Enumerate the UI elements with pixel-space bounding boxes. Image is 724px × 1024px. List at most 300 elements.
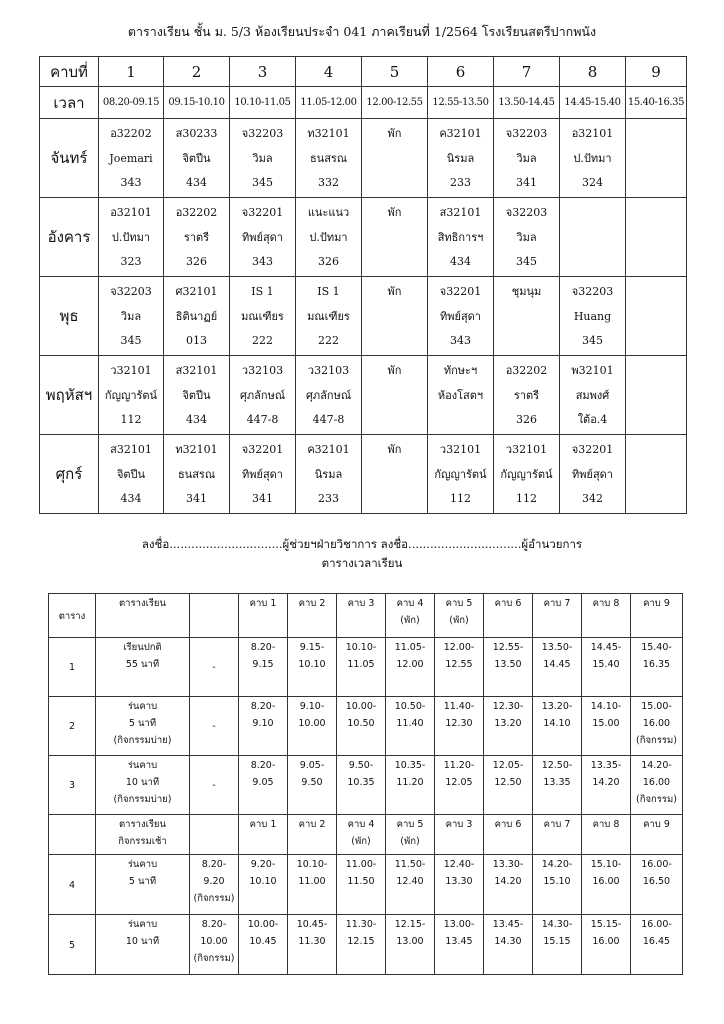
time-table-row bbox=[49, 915, 683, 975]
period-heading: คาบ 2 bbox=[288, 815, 337, 855]
period-time: 9.10- 10.00 bbox=[288, 697, 337, 756]
period-time: 10.35- 11.20 bbox=[386, 756, 435, 815]
room-number: 112 bbox=[450, 492, 471, 505]
schedule-cell bbox=[230, 198, 296, 277]
subject-code bbox=[626, 359, 686, 384]
teacher-name: จิตปีน bbox=[116, 467, 146, 481]
schedule-cell bbox=[362, 277, 428, 356]
room-number: 447-8 bbox=[246, 413, 279, 426]
period-time: 9.50- 10.35 bbox=[337, 756, 386, 815]
teacher-name: Joemari bbox=[109, 151, 153, 165]
period-heading: คาบ 7 bbox=[533, 815, 582, 855]
period-time: 12.00- 12.55 bbox=[435, 638, 484, 697]
period-time: 12.05- 12.50 bbox=[484, 756, 533, 815]
pre-period-cell: - bbox=[190, 697, 239, 756]
subject-code: พัก bbox=[387, 443, 402, 456]
room-number bbox=[362, 408, 427, 433]
period-heading: คาบ 5 (พัก) bbox=[386, 815, 435, 855]
period-time: 14.45-15.40 bbox=[560, 87, 626, 119]
schedule-cell bbox=[362, 119, 428, 198]
period-time: 10.10- 11.00 bbox=[288, 855, 337, 915]
teacher-name bbox=[362, 463, 427, 488]
subject-code: ส32101 bbox=[175, 364, 218, 377]
pre-period-cell: 8.20- 9.20 (กิจกรรม) bbox=[190, 855, 239, 915]
row-number: 1 bbox=[49, 638, 96, 697]
teacher-name bbox=[626, 463, 686, 488]
teacher-name: จิตปีน bbox=[182, 388, 211, 402]
row-description: ร่นคาบ 5 นาที (กิจกรรมบ่าย) bbox=[96, 697, 190, 756]
schedule-cell bbox=[560, 277, 626, 356]
room-number: 343 bbox=[252, 255, 273, 268]
teacher-name: นิรมล bbox=[314, 467, 343, 481]
day-row bbox=[40, 198, 687, 277]
period-number: 3 bbox=[230, 57, 296, 87]
period-heading: คาบ 8 bbox=[582, 594, 631, 638]
room-number: 222 bbox=[252, 334, 273, 347]
teacher-name bbox=[362, 305, 427, 330]
room-number: 233 bbox=[450, 176, 471, 189]
period-time: 8.20- 9.10 bbox=[239, 697, 288, 756]
pre-period-cell bbox=[190, 594, 239, 638]
subject-code: ว32101 bbox=[110, 364, 152, 377]
period-heading: คาบ 3 bbox=[337, 594, 386, 638]
schedule-cell bbox=[230, 119, 296, 198]
subject-code: ชุมนุม bbox=[511, 285, 542, 298]
period-number: 6 bbox=[428, 57, 494, 87]
period-time: 9.20- 10.10 bbox=[239, 855, 288, 915]
schedule-cell bbox=[230, 356, 296, 435]
subject-code: พัก bbox=[387, 285, 402, 298]
subject-code: อ32101 bbox=[571, 127, 614, 140]
subject-code: พัก bbox=[387, 127, 402, 140]
period-time: 12.30- 13.20 bbox=[484, 697, 533, 756]
table-label bbox=[49, 815, 96, 855]
period-time: 12.55- 13.50 bbox=[484, 638, 533, 697]
room-number: 434 bbox=[120, 492, 142, 505]
period-time: 14.20- 16.00 (กิจกรรม) bbox=[631, 756, 683, 815]
schedule-cell bbox=[164, 356, 230, 435]
teacher-name bbox=[362, 226, 427, 251]
teacher-name: ทิพย์สุดา bbox=[572, 467, 613, 481]
time-row bbox=[40, 87, 687, 119]
period-time: 9.05- 9.50 bbox=[288, 756, 337, 815]
schedule-cell bbox=[560, 435, 626, 514]
period-number: 5 bbox=[362, 57, 428, 87]
period-label: คาบที่ bbox=[40, 57, 99, 87]
schedule-cell bbox=[362, 198, 428, 277]
period-time: 13.50- 14.45 bbox=[533, 638, 582, 697]
room-number: 342 bbox=[582, 492, 603, 505]
teacher-name: ศุภลักษณ์ bbox=[305, 388, 352, 402]
period-time: 08.20-09.15 bbox=[99, 87, 164, 119]
teacher-name: วิมล bbox=[120, 309, 142, 323]
schedule-cell bbox=[99, 119, 164, 198]
schedule-cell bbox=[296, 277, 362, 356]
period-time: 13.30- 14.20 bbox=[484, 855, 533, 915]
teacher-name: สิทธิการฯ bbox=[437, 230, 484, 244]
subject-code: ท32101 bbox=[307, 127, 350, 140]
period-time: 8.20- 9.15 bbox=[239, 638, 288, 697]
period-number: 4 bbox=[296, 57, 362, 87]
subject-code: จ32203 bbox=[571, 285, 614, 298]
teacher-name: ทิพย์สุดา bbox=[242, 467, 283, 481]
room-number: 341 bbox=[252, 492, 273, 505]
period-time: 12.00-12.55 bbox=[362, 87, 428, 119]
room-number: 434 bbox=[186, 176, 207, 189]
room-number: 222 bbox=[318, 334, 339, 347]
day-row bbox=[40, 435, 687, 514]
teacher-name: ธิตินาฏย์ bbox=[175, 309, 218, 323]
teacher-name: Huang bbox=[573, 309, 612, 323]
subject-code: ส32101 bbox=[110, 443, 152, 456]
subject-code: จ32203 bbox=[110, 285, 152, 298]
subject-code bbox=[626, 122, 686, 147]
teacher-name: วิมล bbox=[252, 151, 273, 165]
subject-code bbox=[560, 201, 625, 226]
period-time: 15.15- 16.00 bbox=[582, 915, 631, 975]
day-name: ศุกร์ bbox=[40, 435, 99, 514]
teacher-name: ราตรี bbox=[183, 230, 210, 244]
room-number bbox=[560, 250, 625, 275]
teacher-name: กัญญารัตน์ bbox=[434, 467, 487, 481]
teacher-name: วิมล bbox=[516, 230, 537, 244]
subject-code: ท32101 bbox=[175, 443, 218, 456]
schedule-cell bbox=[230, 277, 296, 356]
subject-code: พัก bbox=[387, 206, 402, 219]
schedule-cell bbox=[362, 435, 428, 514]
teacher-name bbox=[626, 226, 686, 251]
period-heading: คาบ 8 bbox=[582, 815, 631, 855]
period-time: 16.00- 16.45 bbox=[631, 915, 683, 975]
row-description: ร่นคาบ 5 นาที bbox=[96, 855, 190, 915]
room-number: 345 bbox=[516, 255, 537, 268]
room-number: 345 bbox=[582, 334, 603, 347]
period-time: 11.30- 12.15 bbox=[337, 915, 386, 975]
period-time: 10.45- 11.30 bbox=[288, 915, 337, 975]
teacher-name bbox=[362, 147, 427, 172]
subject-code: ว32101 bbox=[439, 443, 482, 456]
subject-code: อ32202 bbox=[505, 364, 548, 377]
period-heading: คาบ 3 bbox=[435, 815, 484, 855]
period-number: 9 bbox=[626, 57, 687, 87]
day-row bbox=[40, 119, 687, 198]
teacher-name bbox=[494, 305, 559, 330]
subject-code: จ32201 bbox=[241, 206, 284, 219]
teacher-name: ป.ปัทมา bbox=[309, 230, 348, 244]
subject-code bbox=[626, 438, 686, 463]
schedule-cell bbox=[99, 435, 164, 514]
teacher-name: ทิพย์สุดา bbox=[440, 309, 481, 323]
subject-code bbox=[626, 201, 686, 226]
subject-code: จ32201 bbox=[241, 443, 284, 456]
period-time: 15.40-16.35 bbox=[626, 87, 687, 119]
room-number bbox=[494, 329, 559, 354]
schedule-label: ตารางเรียน กิจกรรมเช้า bbox=[96, 815, 190, 855]
room-number: 343 bbox=[450, 334, 471, 347]
period-heading: คาบ 6 bbox=[484, 815, 533, 855]
period-time: 12.15- 13.00 bbox=[386, 915, 435, 975]
subject-code: ว32101 bbox=[505, 443, 548, 456]
period-time: 11.05- 12.00 bbox=[386, 638, 435, 697]
room-number bbox=[362, 487, 427, 512]
room-number: 013 bbox=[186, 334, 207, 347]
teacher-name: ธนสรณ bbox=[309, 151, 348, 165]
time-table-title: ตารางเวลาเรียน bbox=[321, 556, 403, 570]
schedule-cell bbox=[626, 356, 687, 435]
period-time: 10.00- 10.50 bbox=[337, 697, 386, 756]
teacher-name bbox=[626, 305, 686, 330]
subject-code: ค32101 bbox=[307, 443, 350, 456]
teacher-name: ทิพย์สุดา bbox=[242, 230, 283, 244]
period-time: 10.10- 11.05 bbox=[337, 638, 386, 697]
period-heading: คาบ 2 bbox=[288, 594, 337, 638]
schedule-cell bbox=[164, 198, 230, 277]
period-time: 13.20- 14.10 bbox=[533, 697, 582, 756]
teacher-name bbox=[626, 384, 686, 409]
schedule-cell bbox=[296, 119, 362, 198]
schedule-cell bbox=[626, 119, 687, 198]
period-header-row bbox=[40, 57, 687, 87]
day-name: พฤหัสฯ bbox=[40, 356, 99, 435]
teacher-name bbox=[626, 147, 686, 172]
time-label: เวลา bbox=[40, 87, 99, 119]
period-time: 09.15-10.10 bbox=[164, 87, 230, 119]
teacher-name bbox=[560, 226, 625, 251]
subject-code: อ32202 bbox=[175, 206, 218, 219]
teacher-name: ศุภลักษณ์ bbox=[239, 388, 286, 402]
period-heading: คาบ 6 bbox=[484, 594, 533, 638]
teacher-name: จิตปีน bbox=[182, 151, 211, 165]
room-number: 447-8 bbox=[312, 413, 345, 426]
room-number bbox=[626, 171, 686, 196]
time-table-row bbox=[49, 855, 683, 915]
room-number: ใต้อ.4 bbox=[577, 413, 608, 426]
teacher-name bbox=[362, 384, 427, 409]
time-table-row bbox=[49, 638, 683, 697]
schedule-cell bbox=[494, 119, 560, 198]
period-time: 14.10- 15.00 bbox=[582, 697, 631, 756]
period-heading: คาบ 7 bbox=[533, 594, 582, 638]
day-name: พุธ bbox=[40, 277, 99, 356]
period-heading: คาบ 9 bbox=[631, 594, 683, 638]
schedule-cell bbox=[428, 277, 494, 356]
period-number: 8 bbox=[560, 57, 626, 87]
schedule-cell bbox=[230, 435, 296, 514]
room-number: 341 bbox=[186, 492, 207, 505]
teacher-name: กัญญารัตน์ bbox=[104, 388, 158, 402]
room-number: 332 bbox=[318, 176, 339, 189]
room-number: 345 bbox=[252, 176, 273, 189]
teacher-name: นิรมล bbox=[446, 151, 475, 165]
row-description: ร่นคาบ 10 นาที bbox=[96, 915, 190, 975]
schedule-cell bbox=[494, 277, 560, 356]
subject-code: ทักษะฯ bbox=[443, 364, 478, 377]
row-number: 5 bbox=[49, 915, 96, 975]
time-table-header bbox=[49, 594, 683, 638]
schedule-cell bbox=[296, 356, 362, 435]
room-number: 326 bbox=[186, 255, 207, 268]
schedule-cell bbox=[626, 277, 687, 356]
period-time: 12.40- 13.30 bbox=[435, 855, 484, 915]
period-number: 1 bbox=[99, 57, 164, 87]
room-number bbox=[626, 329, 686, 354]
schedule-cell bbox=[428, 198, 494, 277]
schedule-cell bbox=[560, 356, 626, 435]
subject-code: IS 1 bbox=[317, 285, 340, 298]
room-number bbox=[362, 250, 427, 275]
period-heading: คาบ 5 (พัก) bbox=[435, 594, 484, 638]
row-number: 2 bbox=[49, 697, 96, 756]
schedule-cell bbox=[494, 198, 560, 277]
period-number: 7 bbox=[494, 57, 560, 87]
room-number: 326 bbox=[516, 413, 537, 426]
subject-code: พัก bbox=[387, 364, 402, 377]
room-number: 345 bbox=[120, 334, 142, 347]
period-heading: คาบ 1 bbox=[239, 594, 288, 638]
teacher-name: กัญญารัตน์ bbox=[500, 467, 553, 481]
period-time: 8.20- 9.05 bbox=[239, 756, 288, 815]
schedule-cell bbox=[428, 435, 494, 514]
teacher-name: มณเฑียร bbox=[241, 309, 284, 323]
subject-code: จ32201 bbox=[571, 443, 614, 456]
teacher-name: ธนสรณ bbox=[177, 467, 216, 481]
teacher-name: ห้องโสตฯ bbox=[437, 388, 484, 402]
subject-code: ว32103 bbox=[241, 364, 284, 377]
day-name: จันทร์ bbox=[40, 119, 99, 198]
subject-code: จ32201 bbox=[439, 285, 482, 298]
subject-code: จ32203 bbox=[241, 127, 284, 140]
subject-code: ศ32101 bbox=[175, 285, 218, 298]
period-time: 12.55-13.50 bbox=[428, 87, 494, 119]
period-time-table bbox=[48, 593, 683, 975]
day-name: อังคาร bbox=[40, 198, 99, 277]
subject-code bbox=[626, 280, 686, 305]
pre-period-cell: - bbox=[190, 638, 239, 697]
time-table-row bbox=[49, 697, 683, 756]
period-number: 2 bbox=[164, 57, 230, 87]
subject-code: จ32203 bbox=[505, 127, 548, 140]
schedule-cell bbox=[164, 435, 230, 514]
schedule-cell bbox=[494, 435, 560, 514]
subject-code: พ32101 bbox=[571, 364, 614, 377]
subject-code: อ32202 bbox=[110, 127, 152, 140]
period-time: 15.40- 16.35 bbox=[631, 638, 683, 697]
class-schedule-table bbox=[39, 56, 687, 514]
day-row bbox=[40, 277, 687, 356]
table-label: ตาราง bbox=[49, 594, 96, 638]
teacher-name: ป.ปัทมา bbox=[111, 230, 151, 244]
signature-line: ลงชื่อ...............................ผู้ช่วยฯฝ่ายวิชาการ ลงชื่อ...............................ผู้อำนวยการ bbox=[141, 537, 583, 551]
room-number bbox=[626, 487, 686, 512]
period-heading: คาบ 9 bbox=[631, 815, 683, 855]
subject-code: ส30233 bbox=[175, 127, 218, 140]
period-time: 11.40- 12.30 bbox=[435, 697, 484, 756]
period-time: 13.00- 13.45 bbox=[435, 915, 484, 975]
room-number: 326 bbox=[318, 255, 339, 268]
period-time: 14.20- 15.10 bbox=[533, 855, 582, 915]
pre-period-cell: - bbox=[190, 756, 239, 815]
schedule-cell bbox=[362, 356, 428, 435]
subject-code: ค32101 bbox=[439, 127, 482, 140]
teacher-name: มณเฑียร bbox=[307, 309, 350, 323]
period-time: 13.45- 14.30 bbox=[484, 915, 533, 975]
time-table-row bbox=[49, 756, 683, 815]
schedule-cell bbox=[560, 198, 626, 277]
subject-code: ว32103 bbox=[307, 364, 350, 377]
schedule-cell bbox=[296, 198, 362, 277]
period-time: 10.10-11.05 bbox=[230, 87, 296, 119]
period-time: 14.45- 15.40 bbox=[582, 638, 631, 697]
room-number: 112 bbox=[120, 413, 142, 426]
period-heading: คาบ 1 bbox=[239, 815, 288, 855]
row-description: ร่นคาบ 10 นาที (กิจกรรมบ่าย) bbox=[96, 756, 190, 815]
pre-period-cell bbox=[190, 815, 239, 855]
period-time: 15.00- 16.00 (กิจกรรม) bbox=[631, 697, 683, 756]
schedule-cell bbox=[494, 356, 560, 435]
period-time: 11.05-12.00 bbox=[296, 87, 362, 119]
subject-code: จ32203 bbox=[505, 206, 548, 219]
room-number: 324 bbox=[582, 176, 603, 189]
period-time: 11.50- 12.40 bbox=[386, 855, 435, 915]
row-description: เรียนปกติ 55 นาที bbox=[96, 638, 190, 697]
row-number: 4 bbox=[49, 855, 96, 915]
teacher-name: วิมล bbox=[516, 151, 537, 165]
period-time: 15.10- 16.00 bbox=[582, 855, 631, 915]
room-number: 434 bbox=[450, 255, 471, 268]
room-number bbox=[362, 329, 427, 354]
room-number: 112 bbox=[516, 492, 537, 505]
pre-period-cell: 8.20- 10.00 (กิจกรรม) bbox=[190, 915, 239, 975]
day-row bbox=[40, 356, 687, 435]
period-time: 13.35- 14.20 bbox=[582, 756, 631, 815]
schedule-cell bbox=[164, 277, 230, 356]
subject-code: อ32101 bbox=[110, 206, 152, 219]
subject-code: ส32101 bbox=[439, 206, 482, 219]
schedule-label: ตารางเรียน bbox=[96, 594, 190, 638]
period-time: 10.00- 10.45 bbox=[239, 915, 288, 975]
period-heading: คาบ 4 (พัก) bbox=[386, 594, 435, 638]
period-time: 11.20- 12.05 bbox=[435, 756, 484, 815]
schedule-cell bbox=[626, 435, 687, 514]
room-number: 341 bbox=[516, 176, 537, 189]
room-number bbox=[362, 171, 427, 196]
teacher-name: สมพงศ์ bbox=[575, 388, 610, 402]
schedule-cell bbox=[99, 198, 164, 277]
time-table-header bbox=[49, 815, 683, 855]
schedule-cell bbox=[99, 277, 164, 356]
page-title: ตารางเรียน ชั้น ม. 5/3 ห้องเรียนประจำ 041 ภาคเรียนที่ 1/2564 โรงเรียนสตรีปากพนัง bbox=[127, 24, 597, 39]
room-number: 434 bbox=[186, 413, 207, 426]
period-time: 16.00- 16.50 bbox=[631, 855, 683, 915]
schedule-cell bbox=[626, 198, 687, 277]
subject-code: แนะแนว bbox=[307, 206, 350, 219]
schedule-cell bbox=[296, 435, 362, 514]
teacher-name: ราตรี bbox=[513, 388, 540, 402]
schedule-cell bbox=[428, 356, 494, 435]
room-number bbox=[626, 408, 686, 433]
teacher-name: ป.ปัทมา bbox=[573, 151, 612, 165]
room-number: 343 bbox=[120, 176, 142, 189]
schedule-cell bbox=[428, 119, 494, 198]
period-time: 12.50- 13.35 bbox=[533, 756, 582, 815]
period-time: 13.50-14.45 bbox=[494, 87, 560, 119]
period-time: 11.00- 11.50 bbox=[337, 855, 386, 915]
period-heading: คาบ 4 (พัก) bbox=[337, 815, 386, 855]
room-number bbox=[626, 250, 686, 275]
period-time: 14.30- 15.15 bbox=[533, 915, 582, 975]
row-number: 3 bbox=[49, 756, 96, 815]
subject-code: IS 1 bbox=[251, 285, 274, 298]
